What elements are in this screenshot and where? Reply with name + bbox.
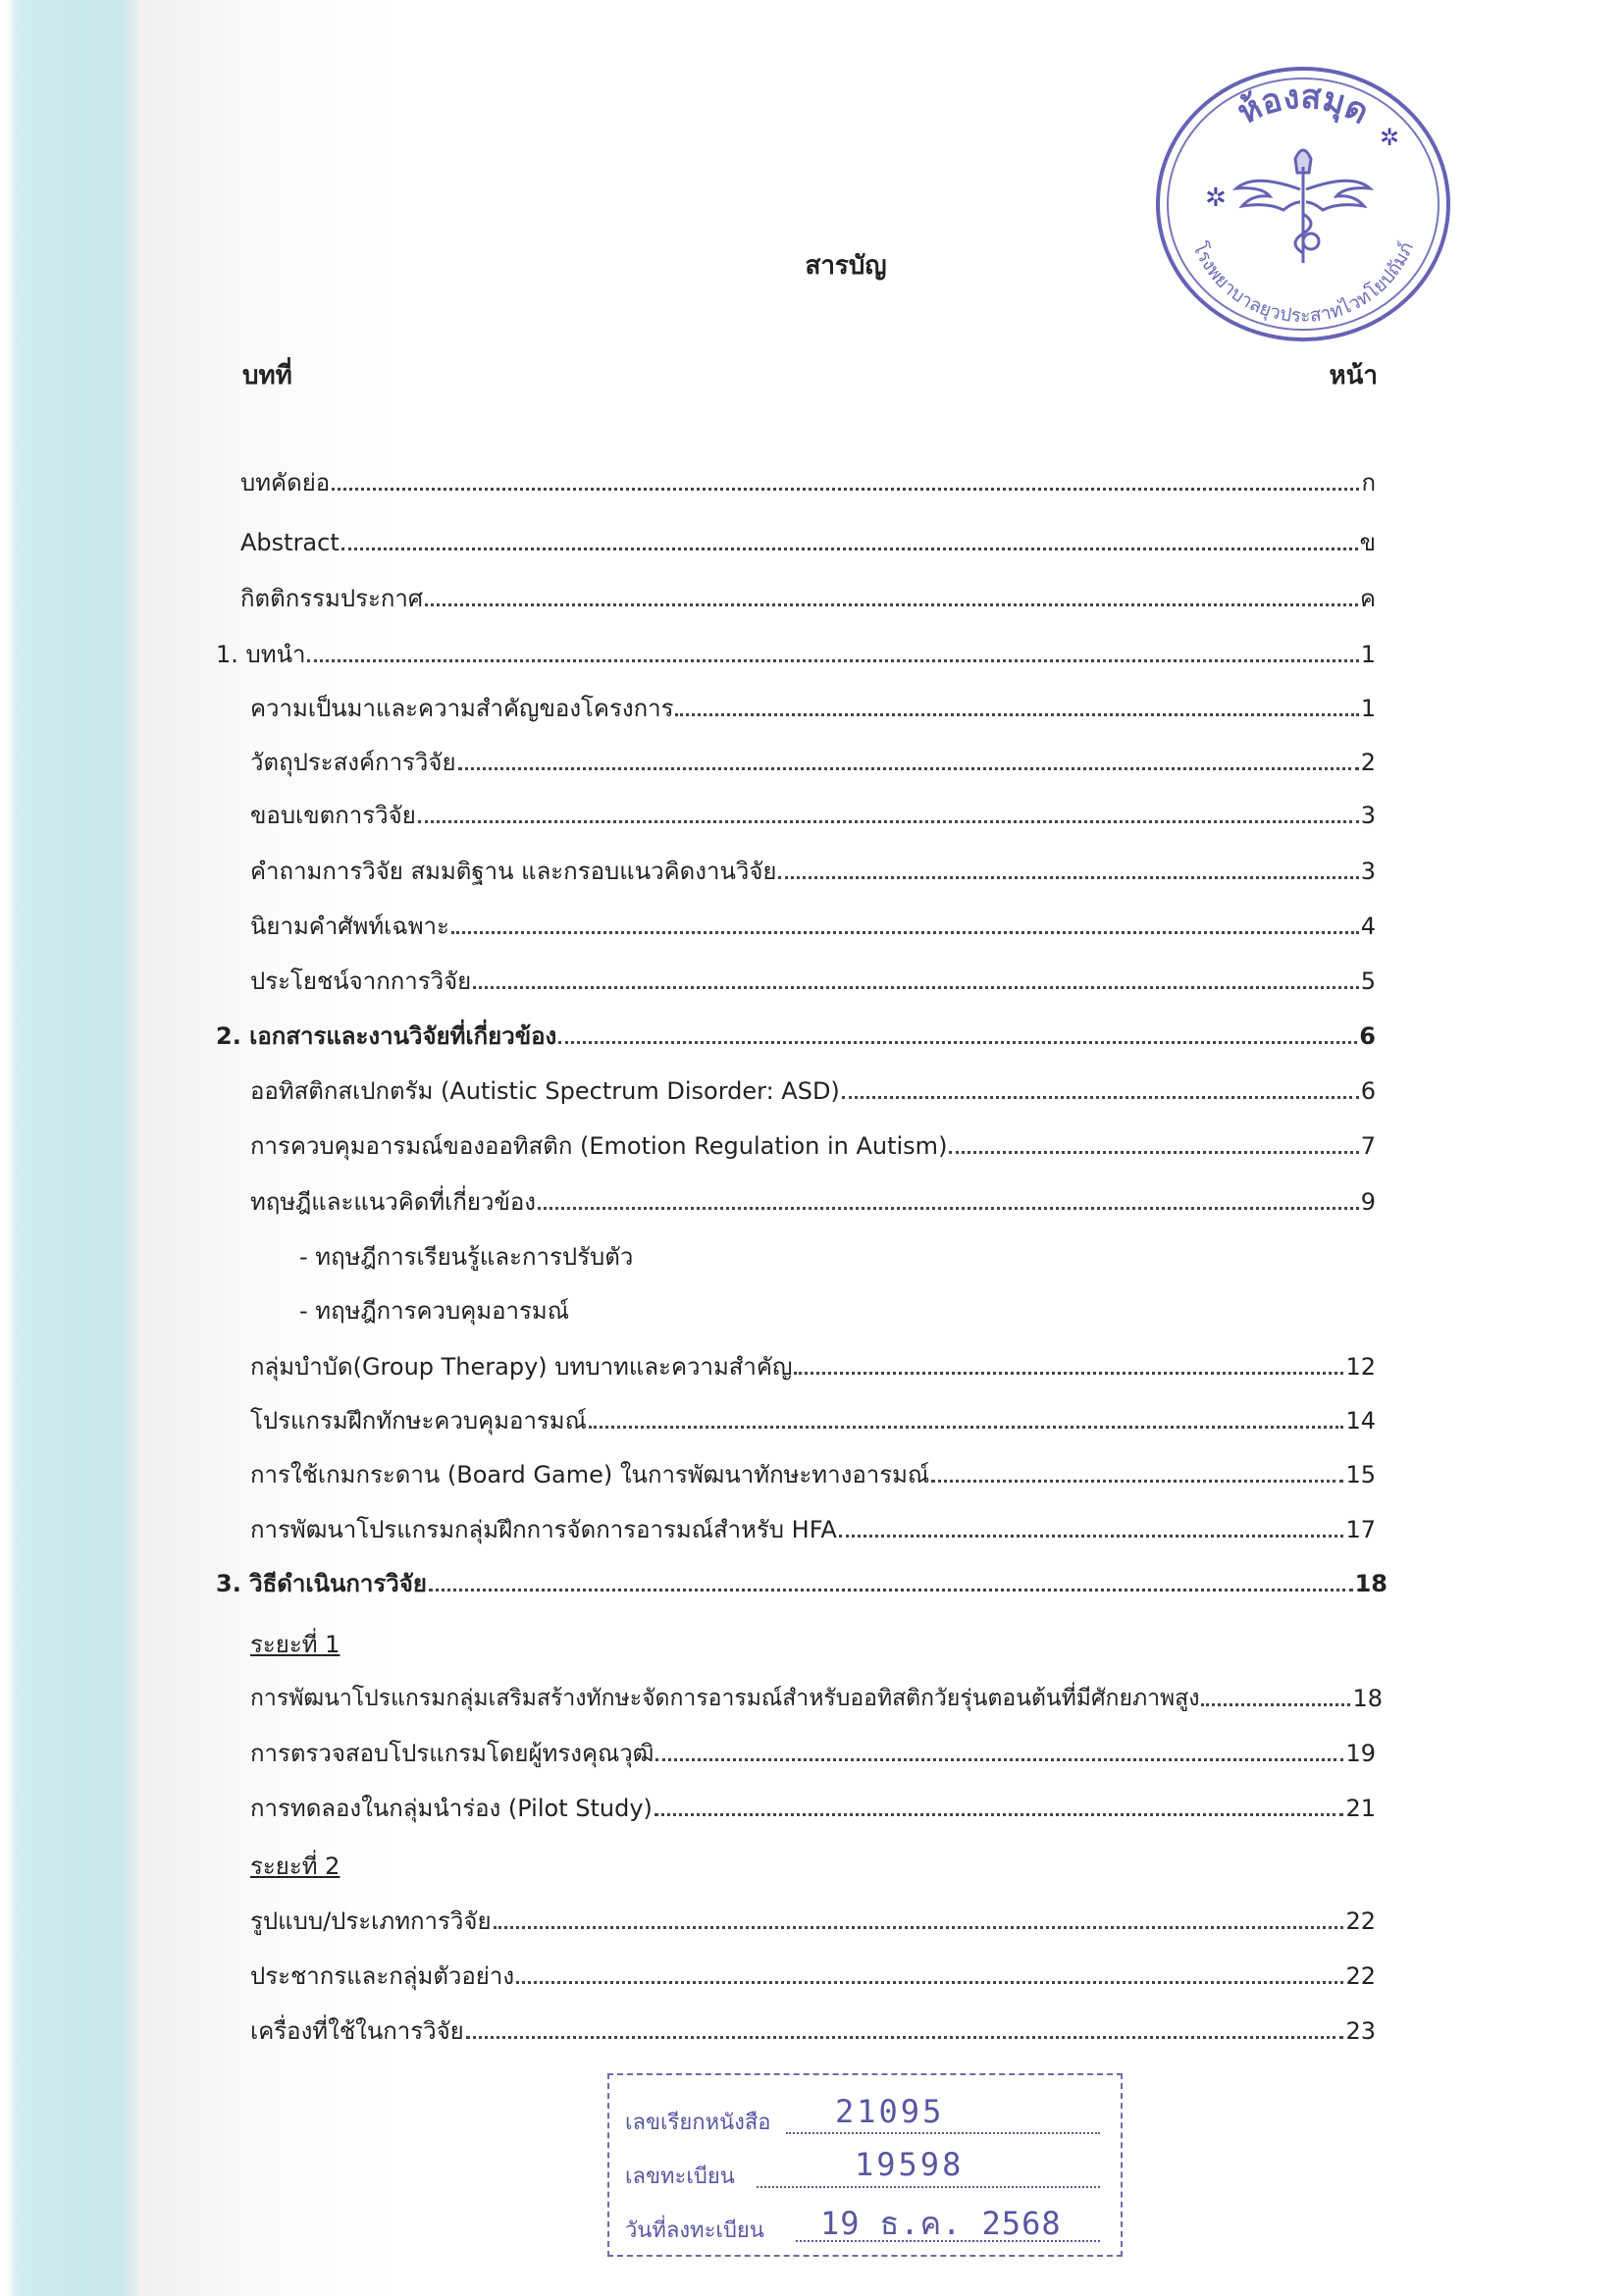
toc-entry [250, 2016, 1376, 2046]
toc-entry-title: กิตติกรรมประกาศ [240, 585, 424, 612]
toc-entry-title: ขอบเขตการวิจัย [250, 802, 416, 829]
toc-entry-title: เครื่องที่ใช้ในการวิจัย [250, 2017, 464, 2045]
dot-leader [451, 931, 1359, 934]
toc-entry [250, 912, 1376, 941]
toc-entry [250, 801, 1376, 830]
toc-entry-title: การพัฒนาโปรแกรมกลุ่มเสริมสร้างทักษะจัดการอารมณ์สำหรับออทิสติกวัยรุ่นตอนต้นที่มีศักยภาพสูง [250, 1686, 1200, 1711]
dot-leader [655, 1758, 1343, 1761]
dot-leader [778, 876, 1358, 879]
toc-chapter-entry [216, 640, 1376, 669]
toc-entry-page: 9 [1360, 1188, 1376, 1216]
toc-entry-page: 3 [1360, 858, 1376, 885]
toc-entry-page: 22 [1345, 1907, 1376, 1935]
dot-leader [675, 713, 1358, 716]
toc-entry [250, 748, 1376, 777]
toc-entry-title: วัตถุประสงค์การวิจัย [250, 749, 456, 776]
seal-top-text: ห้องสมุด [1230, 77, 1376, 133]
toc-entry-page: 17 [1345, 1516, 1376, 1543]
registration-date-label: วันที่ลงทะเบียน [625, 2218, 764, 2243]
dot-leader [466, 2036, 1344, 2039]
toc-chapter-entry [216, 1021, 1376, 1051]
dot-leader [516, 1981, 1343, 1984]
toc-entry [250, 1352, 1376, 1382]
dot-leader [429, 1589, 1353, 1592]
toc-entry [250, 857, 1376, 886]
toc-subtopic: - ทฤษฎีการควบคุมอารมณ์ [299, 1297, 569, 1325]
dot-leader [949, 1151, 1358, 1154]
toc-entry-title: 3. วิธีดำเนินการวิจัย [216, 1570, 427, 1597]
toc-entry [250, 1961, 1376, 1991]
toc-entry-title: การพัฒนาโปรแกรมกลุ่มฝึกการจัดการอารมณ์สำหรับ HFA [250, 1516, 837, 1543]
toc-entry-page: ค [1359, 585, 1376, 612]
toc-entry-page: 6 [1360, 1077, 1376, 1105]
toc-entry-page: 6 [1359, 1022, 1376, 1050]
dot-leader [1201, 1703, 1350, 1706]
dot-leader [538, 1207, 1359, 1210]
column-header-chapter: บทที่ [242, 361, 292, 391]
toc-entry-page: 15 [1345, 1461, 1376, 1488]
toc-entry-title: 2. เอกสารและงานวิจัยที่เกี่ยวข้อง [216, 1022, 557, 1050]
registration-stamp [607, 2073, 1123, 2257]
phase-heading: ระยะที่ 2 [250, 1852, 340, 1880]
toc-entry [250, 1406, 1376, 1435]
dot-leader [589, 1426, 1344, 1429]
toc-entry [250, 966, 1376, 996]
registration-date-value: 19 ธ.ค. 2568 [820, 2205, 1062, 2242]
toc-entry-title: คำถามการวิจัย สมมติฐาน และกรอบแนวคิดงานวิจัย [250, 858, 777, 885]
dot-leader [558, 1041, 1357, 1044]
registration-number-label: เลขทะเบียน [625, 2165, 735, 2189]
toc-entry-title: โปรแกรมฝึกทักษะควบคุมอารมณ์ [250, 1407, 587, 1435]
dot-leader [473, 986, 1358, 989]
toc-entry-title: การใช้เกมกระดาน (Board Game) ในการพัฒนาทักษะทางอารมณ์ [250, 1461, 930, 1488]
column-header-page: หน้า [1329, 361, 1378, 391]
toc-entry-page: 22 [1345, 1962, 1376, 1990]
toc-entry-title: ออทิสติกสเปกตรัม (Autistic Spectrum Disorder: ASD) [250, 1077, 840, 1105]
toc-entry [250, 1515, 1376, 1544]
dot-leader [786, 2132, 1100, 2134]
toc-entry-title: ความเป็นมาและความสำคัญของโครงการ [250, 695, 674, 722]
toc-entry-title: บทคัดย่อ [240, 469, 331, 496]
toc-entry-title: Abstract [240, 529, 340, 556]
toc-entry-title: ประโยชน์จากการวิจัย [250, 967, 472, 995]
dot-leader [458, 767, 1359, 770]
toc-entry-title: รูปแบบ/ประเภทการวิจัย [250, 1907, 492, 1935]
toc-entry-page: 18 [1354, 1570, 1387, 1597]
call-number-label: เลขเรียกหนังสือ [625, 2111, 771, 2135]
toc-entry [240, 468, 1376, 497]
toc-entry [250, 694, 1376, 723]
dot-leader [332, 488, 1359, 491]
toc-entry-page: 23 [1345, 2017, 1376, 2045]
toc-entry [240, 528, 1376, 557]
toc-entry-page: 1 [1360, 641, 1376, 668]
toc-entry-title: การควบคุมอารมณ์ของออทิสติก (Emotion Regulation in Autism) [250, 1132, 948, 1160]
toc-entry [250, 1739, 1376, 1768]
svg-text:✲: ✲ [1205, 183, 1227, 213]
toc-entry [240, 584, 1376, 613]
dot-leader [842, 1096, 1359, 1099]
toc-entry-title: ประชากรและกลุ่มตัวอย่าง [250, 1962, 515, 1990]
toc-entry-page: 5 [1360, 967, 1376, 995]
dot-leader [931, 1480, 1343, 1483]
call-number-value: 21095 [835, 2093, 945, 2130]
toc-entry [250, 1076, 1376, 1106]
toc-entry-page: ข [1359, 529, 1376, 556]
toc-entry-page: 7 [1360, 1132, 1376, 1160]
dot-leader [839, 1535, 1344, 1538]
toc-entry-title: การทดลองในกลุ่มนำร่อง (Pilot Study) [250, 1795, 653, 1822]
toc-entry [250, 1906, 1376, 1936]
toc-entry-page: 1 [1360, 695, 1376, 722]
dot-leader [654, 1813, 1344, 1816]
toc-entry [250, 1794, 1376, 1823]
toc-entry-page: ก [1361, 469, 1376, 496]
seal-bottom-text: โรงพยาบาลยุวประสาทไวทโยปถัมภ์ [1188, 238, 1419, 328]
registration-number-value: 19598 [855, 2146, 965, 2183]
toc-entry-title: ทฤษฎีและแนวคิดที่เกี่ยวข้อง [250, 1188, 536, 1216]
toc-entry-page: 4 [1360, 913, 1376, 940]
page-title: สารบัญ [805, 251, 887, 281]
dot-leader [425, 603, 1358, 606]
toc-entry [250, 1131, 1376, 1161]
toc-entry-page: 21 [1345, 1795, 1376, 1822]
toc-entry [250, 1187, 1376, 1217]
toc-entry-page: 3 [1360, 802, 1376, 829]
toc-entry [250, 1684, 1383, 1713]
toc-entry-page: 19 [1345, 1740, 1376, 1767]
dot-leader [794, 1372, 1343, 1375]
toc-chapter-entry [216, 1569, 1387, 1598]
dot-leader [307, 659, 1358, 662]
toc-entry-page: 18 [1352, 1685, 1383, 1712]
dot-leader [757, 2186, 1100, 2188]
toc-entry-page: 12 [1345, 1353, 1376, 1381]
toc-entry-title: นิยามคำศัพท์เฉพาะ [250, 913, 449, 940]
toc-entry-page: 14 [1345, 1407, 1376, 1435]
dot-leader [494, 1926, 1344, 1929]
phase-heading: ระยะที่ 1 [250, 1631, 340, 1658]
toc-entry-title: การตรวจสอบโปรแกรมโดยผู้ทรงคุณวุฒิ [250, 1740, 654, 1767]
toc-entry-title: กลุ่มบำบัด(Group Therapy) บทบาทและความสำคัญ [250, 1353, 793, 1381]
toc-entry-page: 2 [1360, 749, 1376, 776]
dot-leader [418, 820, 1359, 823]
toc-subtopic: - ทฤษฎีการเรียนรู้และการปรับตัว [299, 1243, 634, 1271]
dot-leader [341, 548, 1358, 550]
toc-entry-title: 1. บทนำ [216, 641, 306, 668]
toc-entry [250, 1460, 1376, 1489]
svg-text:✲: ✲ [1380, 124, 1400, 151]
